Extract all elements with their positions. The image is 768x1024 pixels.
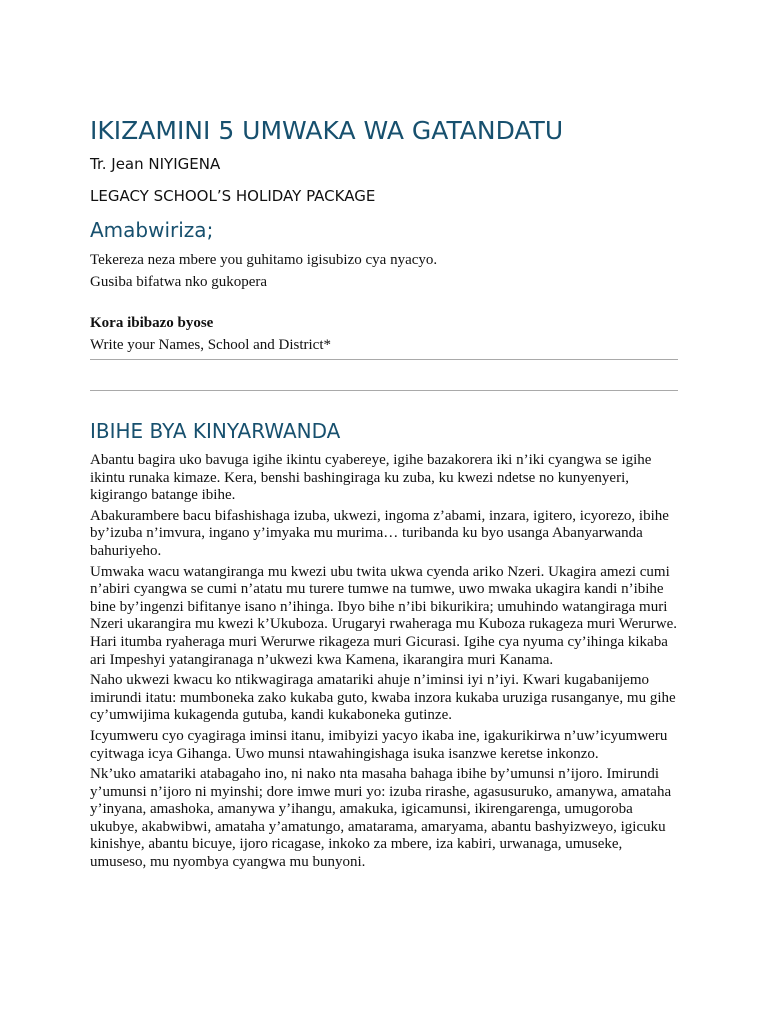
document-title: IKIZAMINI 5 UMWAKA WA GATANDATU	[90, 116, 564, 145]
paragraph: Icyumweru cyo cyagiraga iminsi itanu, imibyizi yacyo ikaba ine, igakurikirwa n’uw’icyumweru cyitwaga icya Gihanga. Uwo munsi ntawahingishaga isuka isanzwe keretse inkonzo.	[90, 727, 668, 762]
package-line: LEGACY SCHOOL’S HOLIDAY PACKAGE	[90, 187, 376, 205]
divider-1	[90, 359, 678, 360]
answer-all-instruction: Kora ibibazo byose	[90, 315, 214, 331]
paragraph: Abantu bagira uko bavuga igihe ikintu cyabereye, igihe bazakorera iki n’iki cyangwa se igihe ikintu runaka kimaze. Kera, benshi bashingiraga ku zuba, ku kwezi ndetse no kunyenyeri, kigirango batange ibihe.	[90, 452, 652, 504]
section-body	[90, 452, 680, 875]
paragraph: Abakurambere bacu bifashishaga izuba, ukwezi, ingoma z’abami, inzara, igitero, icyorezo, ibihe by’izuba n’imvura, ingano y’imyaka mu murima… turibanda ku byo usanga Abanyarwanda bahuriyeho.	[90, 507, 669, 559]
paragraph: Umwaka wacu watangiranga mu kwezi ubu twita ukwa cyenda ariko Nzeri. Ukagira amezi cumi n’abiri cyangwa se cumi n’atatu mu turere tumwe na tumwe, uwo mwaka ukagira kandi n’ibihe bine by’ingenzi bifitanye isano n’ihinga. Ibyo bihe n’ibi bikurikira; umuhindo watangiraga muri Nzeri ukarangira mu kwezi k’Ukuboza. Urugaryi rwaheraga mu Kuboza rukageza muri Werurwe. Hari itumba ryaheraga muri Werurwe rikageza muri Gicurasi. Igihe cya nyuma cy’ihinga kikaba ari Impeshyi yatangiranaga n’ukwezi kwa Kamena, ikarangira muri Kanama.	[90, 563, 678, 668]
instruction-line-2: Gusiba bifatwa nko gukopera	[90, 274, 268, 290]
paragraph: Nk’uko amatariki atabagaho ino, ni nako nta masaha bahaga ibihe by’umunsi n’ijoro. Imirundi y’umunsi n’ijoro ni myinshi; dore imwe muri yo: izuba rirashe, agasusuruko, amanywa, amataha y’inyana, amashoka, amanywa y’ihangu, amakuka, igicamunsi, ikirengarenga, umugoroba ukubye, akabwibwi, amataha y’amatungo, amatarama, amaryama, abantu bashyizweyo, igicuku kinishye, abantu bicuye, ijoro ricagase, inkoko za mbere, iza kabiri, urwanaga, umuseke, umuseso, mu nyombya cyangwa mu bunyoni.	[90, 766, 672, 871]
instructions-heading: Amabwiriza;	[90, 218, 214, 242]
author-line: Tr. Jean NIYIGENA	[90, 155, 221, 173]
divider-2	[90, 390, 678, 391]
paragraph: Naho ukwezi kwacu ko ntikwagiraga amatariki ahuje n’iminsi iyi n’iyi. Kwari kugabanijemo imirundi itatu: mumboneka zako kukaba guto, kwaba inzora kukaba uruziga rusanganye, mu gihe cy’umwijima kukagenda gutuba, kandi kukaboneka gutinze.	[90, 672, 676, 724]
write-names-instruction: Write your Names, School and District*	[90, 337, 332, 353]
section-heading: IBIHE BYA KINYARWANDA	[90, 419, 341, 443]
instruction-line-1: Tekereza neza mbere you guhitamo igisubizo cya nyacyo.	[90, 252, 438, 268]
